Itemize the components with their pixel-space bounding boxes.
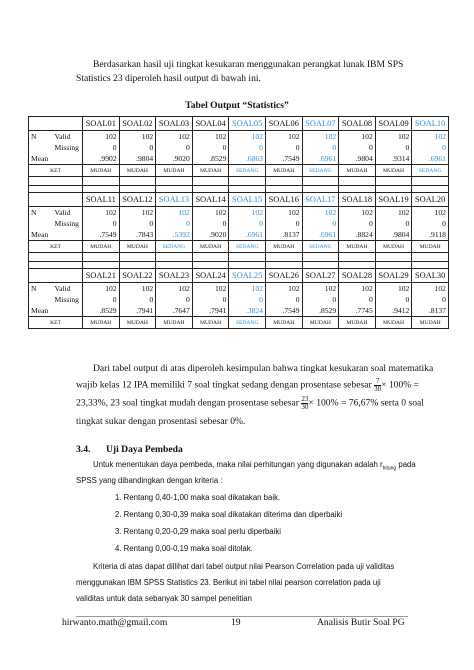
ket-value: MUDAH bbox=[339, 241, 376, 253]
table-title: Tabel Output “Statistics” bbox=[185, 100, 289, 111]
separator-cell bbox=[375, 177, 412, 186]
mean-value: .6961 bbox=[302, 153, 339, 165]
mean-value: .7745 bbox=[339, 305, 376, 317]
valid-value: 102 bbox=[119, 283, 156, 295]
n-label: N bbox=[29, 207, 53, 219]
valid-value: 102 bbox=[412, 207, 449, 219]
missing-value: 0 bbox=[229, 294, 266, 305]
missing-spacer bbox=[29, 142, 53, 153]
valid-value: 102 bbox=[375, 283, 412, 295]
ket-row bbox=[29, 317, 449, 329]
missing-value: 0 bbox=[375, 218, 412, 229]
ket-value: MUDAH bbox=[156, 165, 193, 177]
column-header: SOAL24 bbox=[192, 269, 229, 283]
ket-label: KET bbox=[29, 241, 83, 253]
mean-value: .5392 bbox=[156, 229, 193, 241]
ket-value: MUDAH bbox=[83, 241, 120, 253]
missing-value: 0 bbox=[302, 142, 339, 153]
missing-value: 0 bbox=[83, 294, 120, 305]
valid-label: Valid bbox=[53, 283, 83, 295]
conclusion-line-2 bbox=[76, 378, 419, 393]
missing-value: 0 bbox=[156, 218, 193, 229]
fraction-sedang-numerator: 7 bbox=[375, 377, 380, 385]
criteria-item-3: 3. Rentang 0,20-0,29 maka soal perlu diperbaiki bbox=[115, 527, 282, 536]
column-header: SOAL21 bbox=[83, 269, 120, 283]
column-header: SOAL26 bbox=[265, 269, 302, 283]
criteria-item-2: 2. Rentang 0,30-0,39 maka soal dikatakan diterima dan diperbaiki bbox=[115, 510, 343, 519]
footer-email: hirwanto.math@gmail.com bbox=[62, 617, 168, 628]
section-number: 3.4. bbox=[76, 444, 91, 455]
valid-value: 102 bbox=[192, 207, 229, 219]
missing-value: 0 bbox=[412, 294, 449, 305]
ket-value: SEDANG bbox=[302, 165, 339, 177]
separator-cell bbox=[339, 253, 376, 262]
separator-cell bbox=[29, 262, 83, 269]
valid-row bbox=[29, 207, 449, 219]
separator-cell bbox=[229, 177, 266, 186]
fraction-mudah-denominator: 30 bbox=[301, 403, 309, 411]
ket-label: KET bbox=[29, 165, 83, 177]
separator-cell bbox=[375, 253, 412, 262]
column-header: SOAL29 bbox=[375, 269, 412, 283]
mean-value: .9118 bbox=[412, 229, 449, 241]
column-header: SOAL25 bbox=[229, 269, 266, 283]
conclusion-line-2-tail: × 100% = bbox=[381, 379, 420, 391]
n-label: N bbox=[29, 283, 53, 295]
n-label: N bbox=[29, 131, 53, 143]
mean-value: .9902 bbox=[83, 153, 120, 165]
daya-p2-line-3: validitas untuk data sebanyak 30 sampel penelitian bbox=[76, 594, 252, 603]
ket-value: MUDAH bbox=[375, 317, 412, 329]
column-header: SOAL08 bbox=[339, 117, 376, 131]
column-header: SOAL06 bbox=[265, 117, 302, 131]
separator-cell bbox=[119, 262, 156, 269]
separator-cell bbox=[229, 253, 266, 262]
mean-row bbox=[29, 153, 449, 165]
ket-value: MUDAH bbox=[302, 317, 339, 329]
missing-value: 0 bbox=[119, 294, 156, 305]
conclusion-line-3-tail: × 100% = 76,67% serta 0 soal bbox=[308, 397, 424, 409]
separator-cell bbox=[119, 186, 156, 193]
separator-cell bbox=[302, 177, 339, 186]
daya-line-1 bbox=[93, 459, 416, 475]
column-header: SOAL12 bbox=[119, 193, 156, 207]
separator-cell bbox=[119, 177, 156, 186]
footer-page-number: 19 bbox=[231, 617, 241, 628]
valid-value: 102 bbox=[156, 207, 193, 219]
valid-value: 102 bbox=[83, 207, 120, 219]
separator-cell bbox=[339, 186, 376, 193]
valid-row bbox=[29, 283, 449, 295]
column-header: SOAL03 bbox=[156, 117, 193, 131]
table-header-row bbox=[29, 117, 449, 131]
ket-value: MUDAH bbox=[265, 165, 302, 177]
missing-value: 0 bbox=[302, 294, 339, 305]
separator-cell bbox=[29, 186, 83, 193]
missing-row bbox=[29, 142, 449, 153]
valid-value: 102 bbox=[375, 131, 412, 143]
mean-value: .7549 bbox=[83, 229, 120, 241]
conclusion-line-3 bbox=[76, 396, 424, 411]
separator-cell bbox=[375, 186, 412, 193]
missing-value: 0 bbox=[339, 294, 376, 305]
ket-value: MUDAH bbox=[192, 317, 229, 329]
ket-value: MUDAH bbox=[412, 241, 449, 253]
column-header: SOAL13 bbox=[156, 193, 193, 207]
column-header: SOAL04 bbox=[192, 117, 229, 131]
mean-label: Mean bbox=[29, 305, 83, 317]
separator-cell bbox=[229, 186, 266, 193]
separator-cell bbox=[265, 177, 302, 186]
daya-line-1-tail: pada bbox=[396, 460, 416, 469]
fraction-sedang-denominator: 30 bbox=[374, 385, 382, 393]
valid-value: 102 bbox=[192, 283, 229, 295]
ket-value: MUDAH bbox=[375, 165, 412, 177]
missing-label: Missing bbox=[54, 218, 79, 228]
conclusion-line-1: Dari tabel output di atas diperoleh kesimpulan bahwa tingkat kesukaran soal matematika bbox=[93, 363, 434, 374]
separator-cell bbox=[375, 262, 412, 269]
ket-value: MUDAH bbox=[83, 317, 120, 329]
missing-value: 0 bbox=[192, 294, 229, 305]
mean-value: .9804 bbox=[119, 153, 156, 165]
ket-value: MUDAH bbox=[119, 165, 156, 177]
column-header: SOAL02 bbox=[119, 117, 156, 131]
missing-spacer bbox=[29, 294, 53, 305]
mean-value: .7549 bbox=[265, 305, 302, 317]
mean-value: .6863 bbox=[229, 153, 266, 165]
valid-value: 102 bbox=[339, 207, 376, 219]
separator-cell bbox=[412, 177, 449, 186]
mean-value: .6961 bbox=[229, 229, 266, 241]
mean-value: .6961 bbox=[302, 229, 339, 241]
mean-value: .9412 bbox=[375, 305, 412, 317]
separator-cell bbox=[302, 186, 339, 193]
valid-value: 102 bbox=[229, 283, 266, 295]
mean-value: .8137 bbox=[412, 305, 449, 317]
valid-value: 102 bbox=[302, 283, 339, 295]
criteria-item-4: 4. Rentang 0,00-0,19 maka soal ditolak. bbox=[115, 544, 253, 553]
column-header: SOAL27 bbox=[302, 269, 339, 283]
column-header: SOAL10 bbox=[412, 117, 449, 131]
separator-cell bbox=[302, 253, 339, 262]
mean-value: .7843 bbox=[119, 229, 156, 241]
column-header: SOAL09 bbox=[375, 117, 412, 131]
mean-value: .9020 bbox=[156, 153, 193, 165]
missing-value: 0 bbox=[265, 294, 302, 305]
separator-cell bbox=[265, 262, 302, 269]
separator-cell bbox=[156, 186, 193, 193]
mean-value: .7941 bbox=[192, 305, 229, 317]
ket-row bbox=[29, 241, 449, 253]
missing-value: 0 bbox=[412, 218, 449, 229]
separator-row bbox=[29, 253, 449, 262]
missing-value: 0 bbox=[83, 142, 120, 153]
valid-value: 102 bbox=[192, 131, 229, 143]
ket-value: MUDAH bbox=[119, 317, 156, 329]
separator-cell bbox=[119, 253, 156, 262]
valid-value: 102 bbox=[339, 283, 376, 295]
valid-value: 102 bbox=[156, 283, 193, 295]
mean-label: Mean bbox=[29, 229, 83, 241]
r-hitung-subscript: hitung bbox=[382, 465, 397, 472]
mean-value: .8529 bbox=[302, 305, 339, 317]
daya-p2-line-2: menggunakan IBM SPSS Statistics 23. Berikut ini tabel nilai pearson correlation pada uji bbox=[76, 578, 381, 587]
valid-value: 102 bbox=[265, 131, 302, 143]
mean-label: Mean bbox=[29, 153, 83, 165]
column-header: SOAL22 bbox=[119, 269, 156, 283]
separator-cell bbox=[192, 186, 229, 193]
column-header: SOAL23 bbox=[156, 269, 193, 283]
column-header: SOAL11 bbox=[83, 193, 120, 207]
separator-cell bbox=[412, 253, 449, 262]
mean-value: .3824 bbox=[229, 305, 266, 317]
valid-value: 102 bbox=[229, 207, 266, 219]
ket-value: MUDAH bbox=[119, 241, 156, 253]
valid-label: Valid bbox=[53, 131, 83, 143]
ket-value: SEDANG bbox=[302, 241, 339, 253]
header-empty-cell bbox=[29, 193, 83, 207]
daya-line-2: SPSS yang dibandingkan dengan kriteria : bbox=[76, 476, 223, 485]
separator-cell bbox=[265, 253, 302, 262]
intro-line-2: Statistics 23 diperoleh hasil output di bawah ini. bbox=[76, 73, 261, 84]
separator-cell bbox=[29, 253, 83, 262]
missing-value: 0 bbox=[229, 218, 266, 229]
mean-value: .9020 bbox=[192, 229, 229, 241]
mean-value: .7647 bbox=[156, 305, 193, 317]
missing-value: 0 bbox=[229, 142, 266, 153]
valid-row bbox=[29, 131, 449, 143]
ket-value: MUDAH bbox=[339, 165, 376, 177]
column-header: SOAL18 bbox=[339, 193, 376, 207]
separator-cell bbox=[265, 186, 302, 193]
table-header-row bbox=[29, 269, 449, 283]
ket-value: SEDANG bbox=[156, 241, 193, 253]
separator-cell bbox=[83, 262, 120, 269]
daya-line-1-text: Untuk menentukan daya pembeda, maka nilai perhitungan yang digunakan adalah r bbox=[93, 460, 383, 469]
missing-value: 0 bbox=[83, 218, 120, 229]
mean-value: .9804 bbox=[339, 153, 376, 165]
separator-cell bbox=[83, 253, 120, 262]
conclusion-line-4: tingkat sukar dengan prosentasi sebesar 0%. bbox=[76, 416, 246, 427]
column-header: SOAL30 bbox=[412, 269, 449, 283]
ket-value: MUDAH bbox=[156, 317, 193, 329]
separator-cell bbox=[192, 177, 229, 186]
separator-row bbox=[29, 262, 449, 269]
mean-value: .8137 bbox=[265, 229, 302, 241]
missing-value: 0 bbox=[119, 218, 156, 229]
missing-value: 0 bbox=[265, 142, 302, 153]
ket-value: MUDAH bbox=[265, 241, 302, 253]
ket-value: MUDAH bbox=[192, 241, 229, 253]
separator-cell bbox=[192, 262, 229, 269]
ket-value: MUDAH bbox=[339, 317, 376, 329]
valid-label: Valid bbox=[53, 207, 83, 219]
mean-value: .8529 bbox=[83, 305, 120, 317]
intro-line-1: Berdasarkan hasil uji tingkat kesukaran menggunakan perangkat lunak IBM SPS bbox=[93, 59, 404, 70]
valid-value: 102 bbox=[156, 131, 193, 143]
missing-row bbox=[29, 294, 449, 305]
separator-row bbox=[29, 186, 449, 193]
mean-value: .9804 bbox=[375, 229, 412, 241]
separator-cell bbox=[156, 262, 193, 269]
separator-cell bbox=[192, 253, 229, 262]
separator-cell bbox=[339, 177, 376, 186]
mean-value: .8529 bbox=[192, 153, 229, 165]
mean-value: .9314 bbox=[375, 153, 412, 165]
missing-value: 0 bbox=[412, 142, 449, 153]
ket-value: SEDANG bbox=[229, 165, 266, 177]
separator-cell bbox=[229, 262, 266, 269]
missing-value: 0 bbox=[375, 142, 412, 153]
statistics-table bbox=[28, 116, 449, 329]
valid-value: 102 bbox=[265, 207, 302, 219]
missing-value: 0 bbox=[339, 142, 376, 153]
column-header: SOAL19 bbox=[375, 193, 412, 207]
header-empty-cell bbox=[29, 117, 83, 131]
ket-value: MUDAH bbox=[375, 241, 412, 253]
separator-row bbox=[29, 177, 449, 186]
conclusion-line-3-text: 23,33%, 23 soal tingkat mudah dengan prosentase sebesar bbox=[76, 397, 299, 409]
ket-value: MUDAH bbox=[265, 317, 302, 329]
ket-value: MUDAH bbox=[412, 317, 449, 329]
column-header: SOAL07 bbox=[302, 117, 339, 131]
missing-value: 0 bbox=[339, 218, 376, 229]
mean-value: .8824 bbox=[339, 229, 376, 241]
valid-value: 102 bbox=[265, 283, 302, 295]
missing-spacer bbox=[29, 218, 53, 229]
fraction-mudah-numerator: 23 bbox=[301, 395, 309, 403]
missing-value: 0 bbox=[192, 218, 229, 229]
column-header: SOAL01 bbox=[83, 117, 120, 131]
separator-cell bbox=[412, 186, 449, 193]
daya-p2-line-1: Kriteria di atas dapat dillihat dari tabel output nilai Pearson Correlation pada uji validitas bbox=[93, 562, 395, 571]
mean-row bbox=[29, 229, 449, 241]
mean-value: .6961 bbox=[412, 153, 449, 165]
column-header: SOAL15 bbox=[229, 193, 266, 207]
separator-cell bbox=[339, 262, 376, 269]
ket-row bbox=[29, 165, 449, 177]
table-header-row bbox=[29, 193, 449, 207]
ket-value: SEDANG bbox=[229, 317, 266, 329]
conclusion-line-2-text: wajib kelas 12 IPA memiliki 7 soal tingkat sedang dengan prosentase sebesar bbox=[76, 379, 372, 391]
ket-value: MUDAH bbox=[192, 165, 229, 177]
separator-cell bbox=[302, 262, 339, 269]
separator-cell bbox=[83, 186, 120, 193]
valid-value: 102 bbox=[412, 283, 449, 295]
valid-value: 102 bbox=[302, 131, 339, 143]
mean-value: .7941 bbox=[119, 305, 156, 317]
footer-title: Analisis Butir Soal PG bbox=[317, 617, 405, 628]
missing-value: 0 bbox=[265, 218, 302, 229]
ket-label: KET bbox=[29, 317, 83, 329]
missing-value: 0 bbox=[156, 294, 193, 305]
valid-value: 102 bbox=[412, 131, 449, 143]
ket-value: SEDANG bbox=[412, 165, 449, 177]
column-header: SOAL05 bbox=[229, 117, 266, 131]
section-title: Uji Daya Pembeda bbox=[106, 444, 183, 455]
ket-value: MUDAH bbox=[83, 165, 120, 177]
column-header: SOAL20 bbox=[412, 193, 449, 207]
separator-cell bbox=[156, 177, 193, 186]
missing-value: 0 bbox=[156, 142, 193, 153]
missing-value: 0 bbox=[302, 218, 339, 229]
column-header: SOAL28 bbox=[339, 269, 376, 283]
missing-label: Missing bbox=[54, 142, 79, 152]
missing-value: 0 bbox=[192, 142, 229, 153]
separator-cell bbox=[412, 262, 449, 269]
missing-value: 0 bbox=[119, 142, 156, 153]
valid-value: 102 bbox=[119, 131, 156, 143]
missing-label: Missing bbox=[54, 294, 79, 304]
missing-row bbox=[29, 218, 449, 229]
valid-value: 102 bbox=[83, 283, 120, 295]
separator-cell bbox=[156, 253, 193, 262]
separator-cell bbox=[83, 177, 120, 186]
valid-value: 102 bbox=[229, 131, 266, 143]
valid-value: 102 bbox=[302, 207, 339, 219]
column-header: SOAL17 bbox=[302, 193, 339, 207]
criteria-item-1: 1. Rentang 0,40-1,00 maka soal dikatakan baik. bbox=[115, 493, 281, 502]
separator-cell bbox=[29, 177, 83, 186]
valid-value: 102 bbox=[375, 207, 412, 219]
column-header: SOAL16 bbox=[265, 193, 302, 207]
valid-value: 102 bbox=[339, 131, 376, 143]
column-header: SOAL14 bbox=[192, 193, 229, 207]
mean-value: .7549 bbox=[265, 153, 302, 165]
missing-value: 0 bbox=[375, 294, 412, 305]
valid-value: 102 bbox=[83, 131, 120, 143]
ket-value: SEDANG bbox=[229, 241, 266, 253]
header-empty-cell bbox=[29, 269, 83, 283]
valid-value: 102 bbox=[119, 207, 156, 219]
mean-row bbox=[29, 305, 449, 317]
